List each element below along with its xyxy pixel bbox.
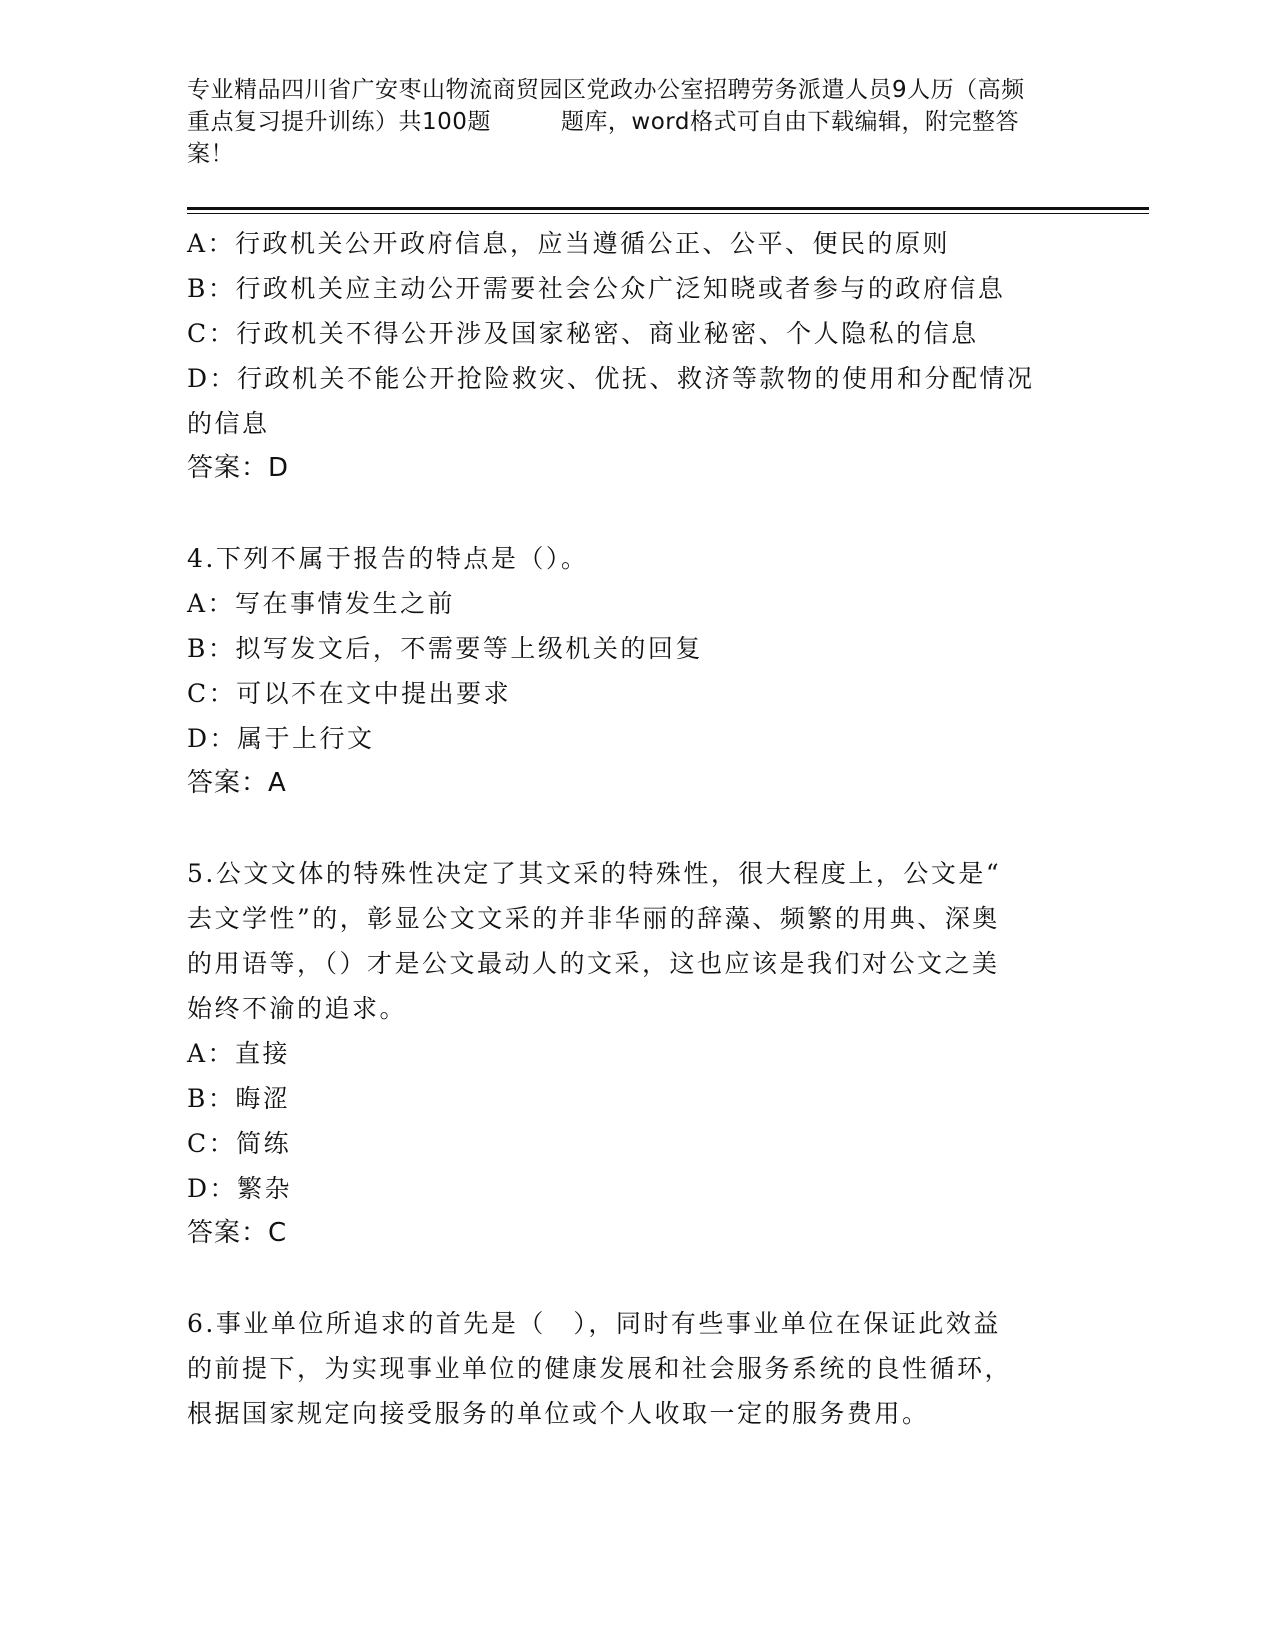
q4-option-c: C：可以不在文中提出要求 (187, 679, 512, 708)
document-header (187, 74, 1087, 170)
q5-option-d: D：繁杂 (187, 1174, 293, 1203)
q5-answer: 答案：C (187, 1218, 288, 1248)
q5-option-c: C：简练 (187, 1129, 292, 1158)
q5-option-b: B：晦涩 (187, 1084, 291, 1113)
q4-option-d: D：属于上行文 (187, 724, 375, 753)
q5-stem-line-3: 的用语等，（）才是公文最动人的文采，这也应该是我们对公文之美 (187, 949, 1000, 978)
q3-option-c: C：行政机关不得公开涉及国家秘密、商业秘密、个人隐私的信息 (187, 319, 979, 348)
q4-answer: 答案：A (187, 768, 287, 798)
q5-stem-line-1: 5.公文文体的特殊性决定了其文采的特殊性，很大程度上，公文是“ (187, 859, 1002, 888)
header-divider-thin (187, 213, 1149, 214)
q3-answer: 答案：D (187, 453, 290, 483)
document-body (187, 221, 1087, 1436)
q5-option-a: A：直接 (187, 1039, 291, 1068)
question-6-block (187, 1301, 1087, 1436)
q5-stem-line-2: 去文学性”的，彰显公文文采的并非华丽的辞藻、频繁的用典、深奥 (187, 904, 1000, 933)
q3-option-d-line-2: 的信息 (187, 409, 270, 438)
question-4-block (187, 536, 1087, 806)
q6-stem-line-3: 根据国家规定向接受服务的单位或个人收取一定的服务费用。 (187, 1399, 930, 1428)
question-3-block (187, 221, 1087, 491)
q3-option-a: A：行政机关公开政府信息，应当遵循公正、公平、便民的原则 (187, 229, 951, 258)
header-title-line-2b: 题库，word格式可自由下载编辑，附完整答 (560, 109, 1019, 135)
header-title-line-1: 专业精品四川省广安枣山物流商贸园区党政办公室招聘劳务派遣人员9人历（高频 (187, 77, 1025, 103)
question-5-block (187, 851, 1087, 1256)
q3-option-d-line-1: D：行政机关不能公开抢险救灾、优抚、救济等款物的使用和分配情况 (187, 364, 1035, 393)
q3-option-b: B：行政机关应主动公开需要社会公众广泛知晓或者参与的政府信息 (187, 274, 1006, 303)
q6-stem-line-1: 6.事业单位所追求的首先是（ ），同时有些事业单位在保证此效益 (187, 1309, 1001, 1338)
q4-option-b: B：拟写发文后，不需要等上级机关的回复 (187, 634, 703, 663)
q6-stem-line-2: 的前提下，为实现事业单位的健康发展和社会服务系统的良性循环， (187, 1354, 1013, 1383)
header-divider-thick (187, 207, 1149, 210)
q5-stem-line-4: 始终不渝的追求。 (187, 994, 408, 1023)
q4-option-a: A：写在事情发生之前 (187, 589, 456, 618)
header-title-line-2a: 重点复习提升训练）共100题 (187, 109, 491, 135)
header-title-line-3: 案！ (187, 141, 234, 167)
header-title-line-2 (187, 106, 1087, 138)
q4-stem: 4.下列不属于报告的特点是（）。 (187, 544, 589, 573)
